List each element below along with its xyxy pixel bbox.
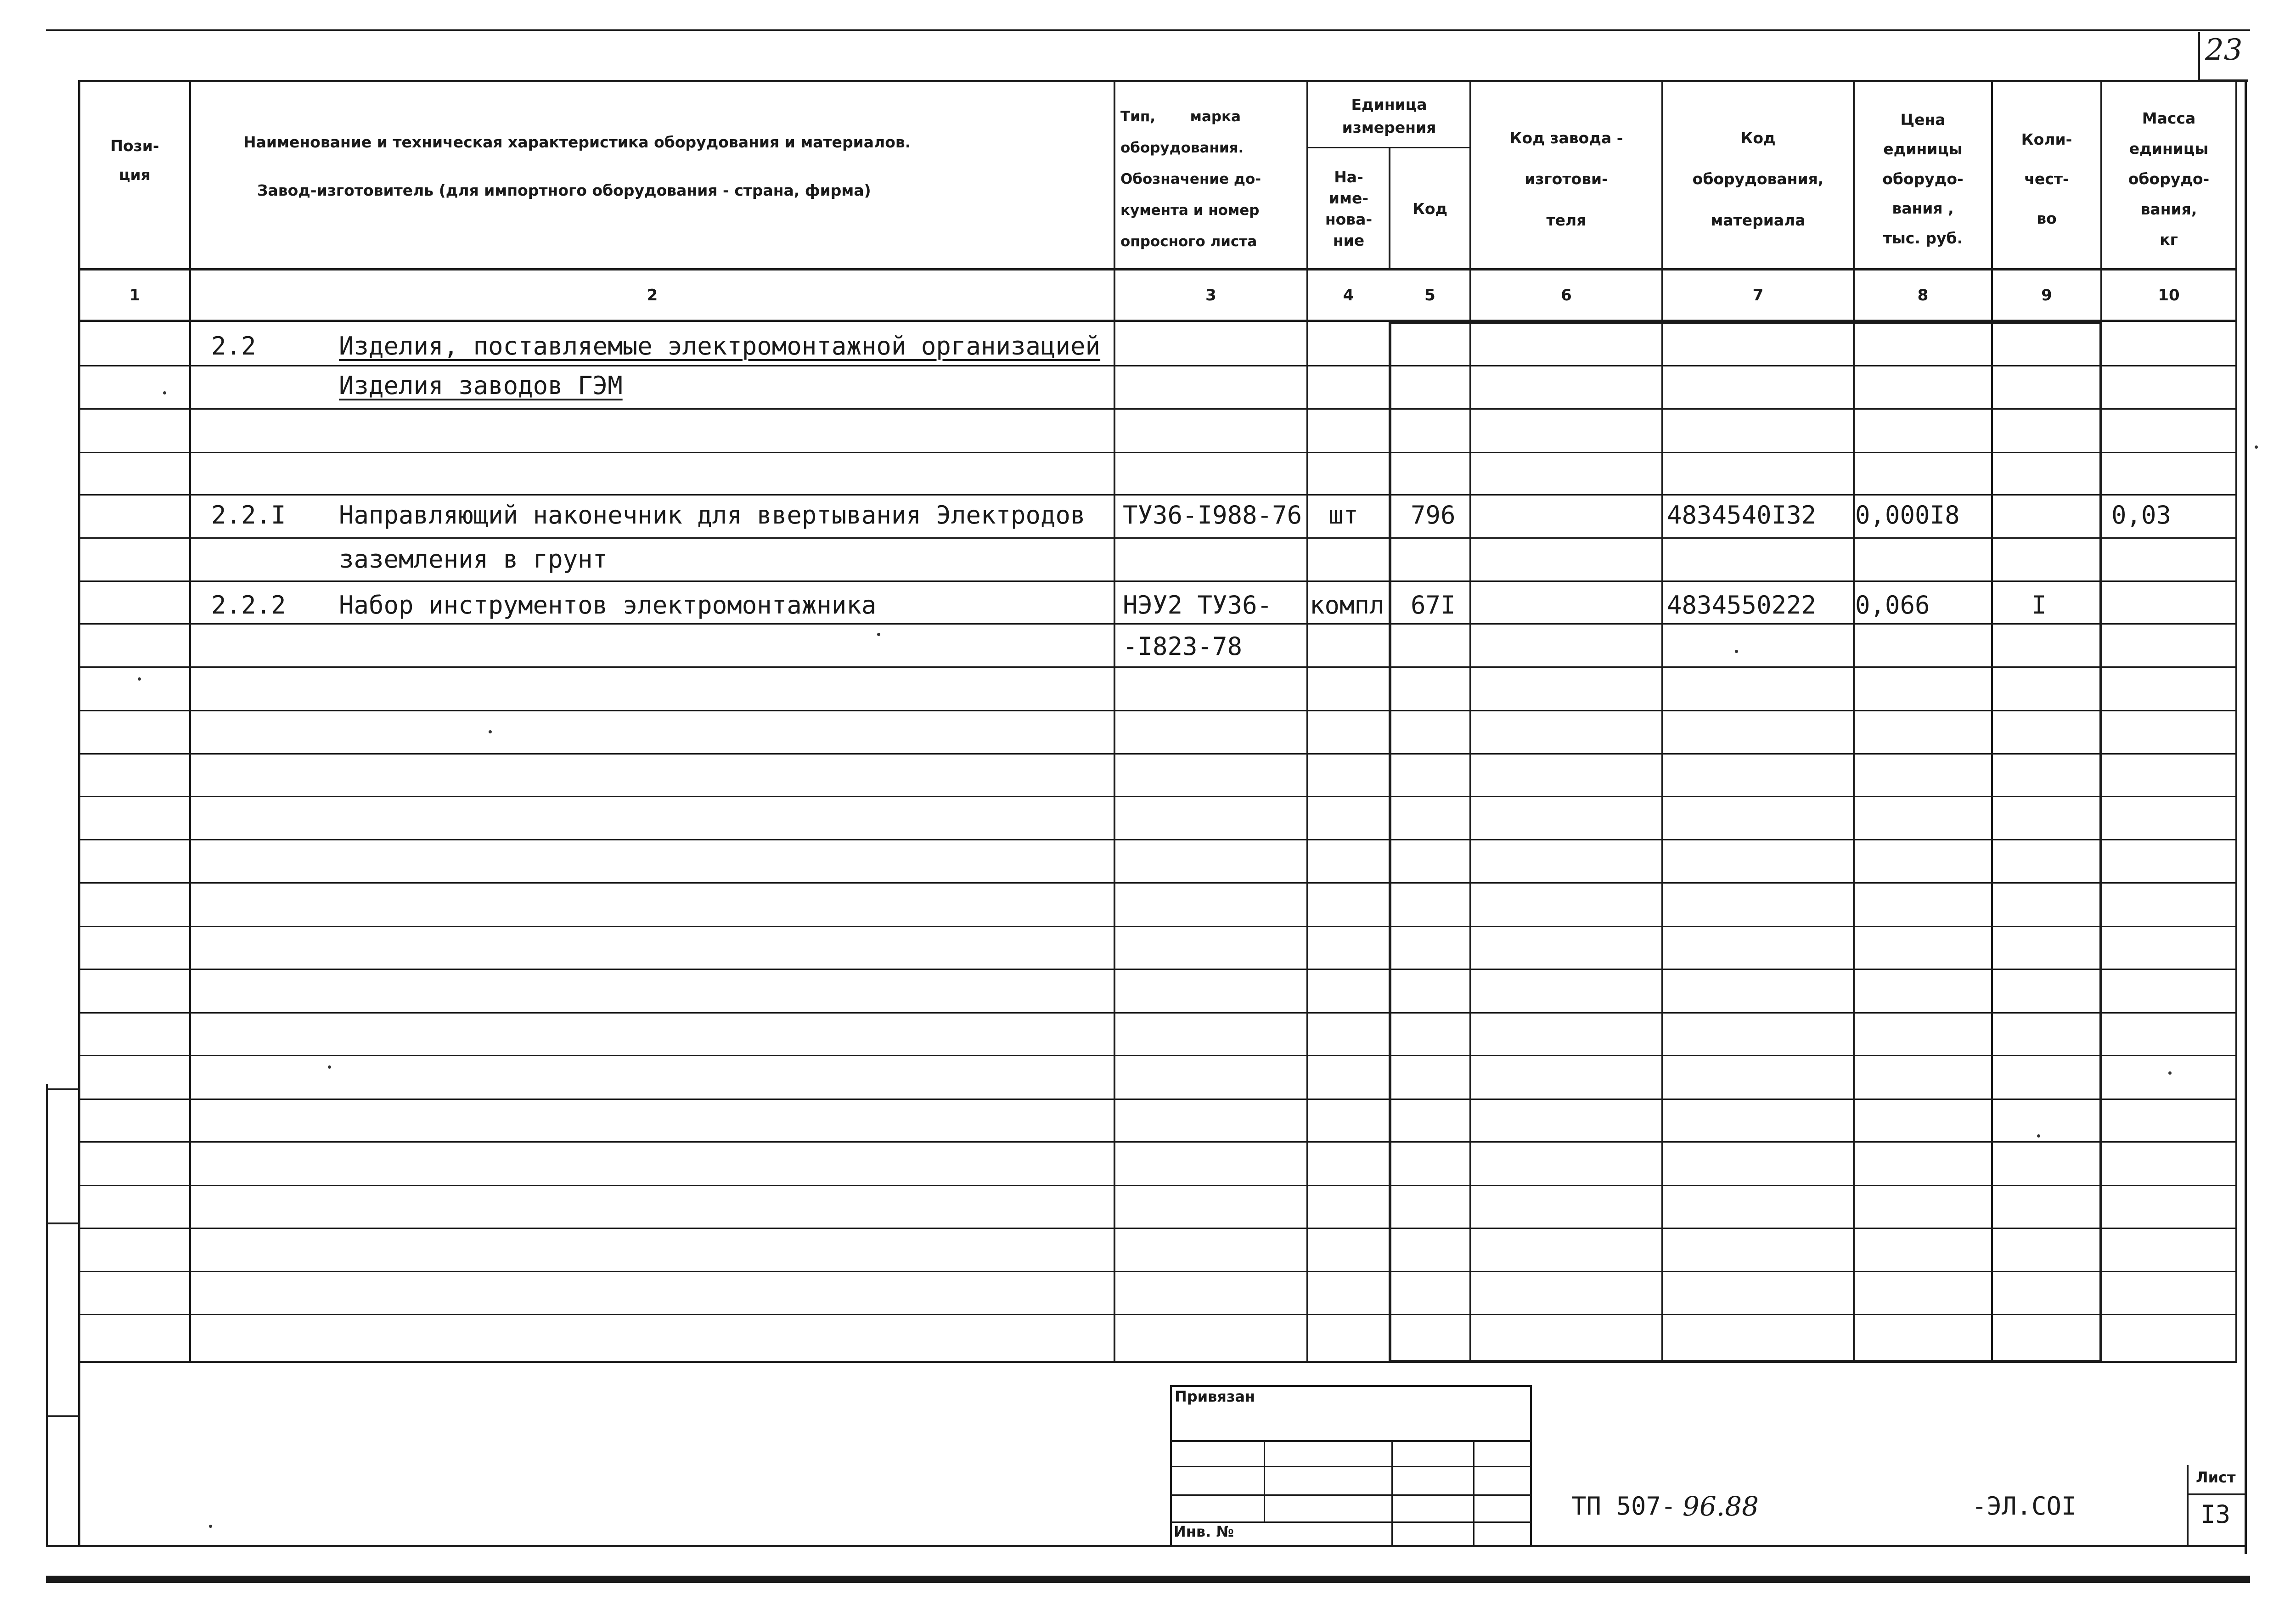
sheet-box-rule (2187, 1493, 2246, 1495)
binding-tick-2 (46, 1223, 80, 1224)
scan-speck (489, 730, 492, 733)
scan-speck (877, 633, 880, 636)
row-unit-name: компл (1310, 591, 1384, 620)
scan-speck (163, 391, 166, 394)
col-divider-10 (2235, 80, 2237, 1363)
row-rule (78, 623, 2236, 625)
scan-speck (2168, 1071, 2172, 1075)
row-rule (78, 1099, 2236, 1100)
colnum-7: 7 (1752, 286, 1764, 304)
stamp-rule (1170, 1466, 1532, 1467)
colnum-1: 1 (129, 286, 141, 304)
stamp-vline (1264, 1440, 1265, 1523)
binding-strip-left (46, 1084, 48, 1547)
stamp-vline (1473, 1440, 1474, 1547)
binding-tick-3 (46, 1415, 80, 1417)
row-equipment-code: 4834540I32 (1667, 501, 1817, 530)
colnum-5: 5 (1424, 286, 1435, 304)
page-bottom-bar (46, 1576, 2250, 1583)
stamp-rule (1170, 1494, 1532, 1496)
frame-bottom (46, 1545, 2245, 1547)
colnum-10: 10 (2158, 286, 2180, 304)
header-type: Тип, марка оборудования. Обозначение до- кумента и номер опросного листа (1120, 108, 1261, 250)
header-name-line2: Завод-изготовитель (для импортного оборудования - страна, фирма) (257, 181, 871, 199)
row-rule (78, 1314, 2236, 1315)
row-rule (78, 882, 2236, 884)
colnum-bottom-rule (78, 320, 2236, 322)
colnum-6: 6 (1561, 286, 1572, 304)
row-rule (78, 666, 2236, 668)
stamp-vline (1391, 1440, 1393, 1547)
stamp-inv-label: Инв. № (1174, 1523, 1234, 1540)
header-unit-code: Код (1412, 199, 1448, 218)
row-position: 2.2 (211, 332, 256, 361)
row-name: Набор инструментов электромонтажника (339, 591, 877, 620)
header-quantity: Коли- чест- во (2021, 130, 2072, 227)
row-name: Изделия, поставляемые электромонтажной организацией (339, 332, 1101, 361)
stamp-privyazan-label: Привязан (1175, 1388, 1255, 1405)
row-rule (78, 753, 2236, 755)
doc-code-number: 96.88 (1683, 1491, 1759, 1522)
scan-speck (2037, 1134, 2040, 1138)
row-type: -I823-78 (1123, 632, 1243, 661)
binding-tick-1 (46, 1088, 80, 1090)
colnum-3: 3 (1205, 286, 1216, 304)
row-rule (78, 839, 2236, 840)
sheet-number: I3 (2200, 1500, 2231, 1529)
doc-code-prefix: ТП 507- (1571, 1492, 1676, 1521)
colnum-2: 2 (647, 286, 658, 304)
header-equipment-code: Код оборудования, материала (1692, 129, 1824, 229)
unit-subheader-rule (1306, 147, 1469, 148)
colnum-8: 8 (1917, 286, 1929, 304)
scan-speck (1735, 650, 1738, 653)
row-type: НЭУ2 ТУ36- (1123, 591, 1272, 620)
row-rule (78, 1185, 2236, 1186)
row-name: Изделия заводов ГЭМ (339, 371, 623, 400)
scan-speck (209, 1525, 212, 1528)
row-rule (78, 1271, 2236, 1272)
header-mass: Масса единицы оборудо- вания, кг (2128, 109, 2210, 248)
row-rule (78, 580, 2236, 582)
row-equipment-code: 4834550222 (1667, 591, 1817, 620)
row-rule (78, 926, 2236, 927)
scan-speck (138, 677, 141, 681)
page-number: 23 (2205, 33, 2243, 67)
table-bottom-rule (78, 1361, 2236, 1363)
row-rule (78, 452, 2236, 453)
row-type: ТУ36-I988-76 (1123, 501, 1302, 530)
row-position: 2.2.2 (211, 591, 286, 620)
header-factory-code: Код завода - изготови- теля (1509, 129, 1623, 229)
frame-right (2245, 80, 2247, 1554)
row-position: 2.2.I (211, 501, 286, 530)
sheet-label: Лист (2196, 1469, 2236, 1486)
row-unit-name: шт (1328, 501, 1359, 530)
row-unit-code: 796 (1411, 501, 1456, 530)
header-name-line1: Наименование и техническая характеристика оборудования и материалов. (243, 133, 911, 151)
row-rule (78, 1141, 2236, 1143)
row-rule (78, 494, 2236, 496)
row-rule (78, 1228, 2236, 1229)
top-border (46, 29, 2250, 31)
row-rule (78, 969, 2236, 970)
table-top-border (78, 80, 2248, 82)
row-rule (78, 1012, 2236, 1014)
row-price: 0,066 (1855, 591, 1930, 620)
header-price: Цена единицы оборудо- вания , тыс. руб. (1882, 111, 1964, 247)
row-rule (78, 1055, 2236, 1056)
colnum-4: 4 (1343, 286, 1354, 304)
row-rule (78, 796, 2236, 797)
scan-speck (2255, 445, 2258, 449)
doc-code-suffix: -ЭЛ.COI (1972, 1492, 2077, 1521)
scan-speck (328, 1065, 331, 1069)
header-position: Пози- ция (110, 137, 159, 184)
row-quantity: I (2032, 591, 2047, 620)
row-mass: 0,03 (2111, 501, 2172, 530)
row-price: 0,000I8 (1855, 501, 1960, 530)
row-rule (78, 710, 2236, 711)
header-unit-name: На- име- нова- ние (1325, 168, 1373, 250)
heavy-block-outline (1389, 321, 2102, 1363)
row-rule (78, 408, 2236, 410)
row-rule (78, 365, 2236, 366)
header-unit-group: Единица измерения (1342, 96, 1436, 136)
stamp-rule (1170, 1440, 1532, 1442)
colnum-9: 9 (2041, 286, 2052, 304)
row-unit-code: 67I (1411, 591, 1456, 620)
row-name: заземления в грунт (339, 545, 608, 574)
row-name: Направляющий наконечник для ввертывания Электродов (339, 501, 1086, 530)
row-rule (78, 537, 2236, 539)
